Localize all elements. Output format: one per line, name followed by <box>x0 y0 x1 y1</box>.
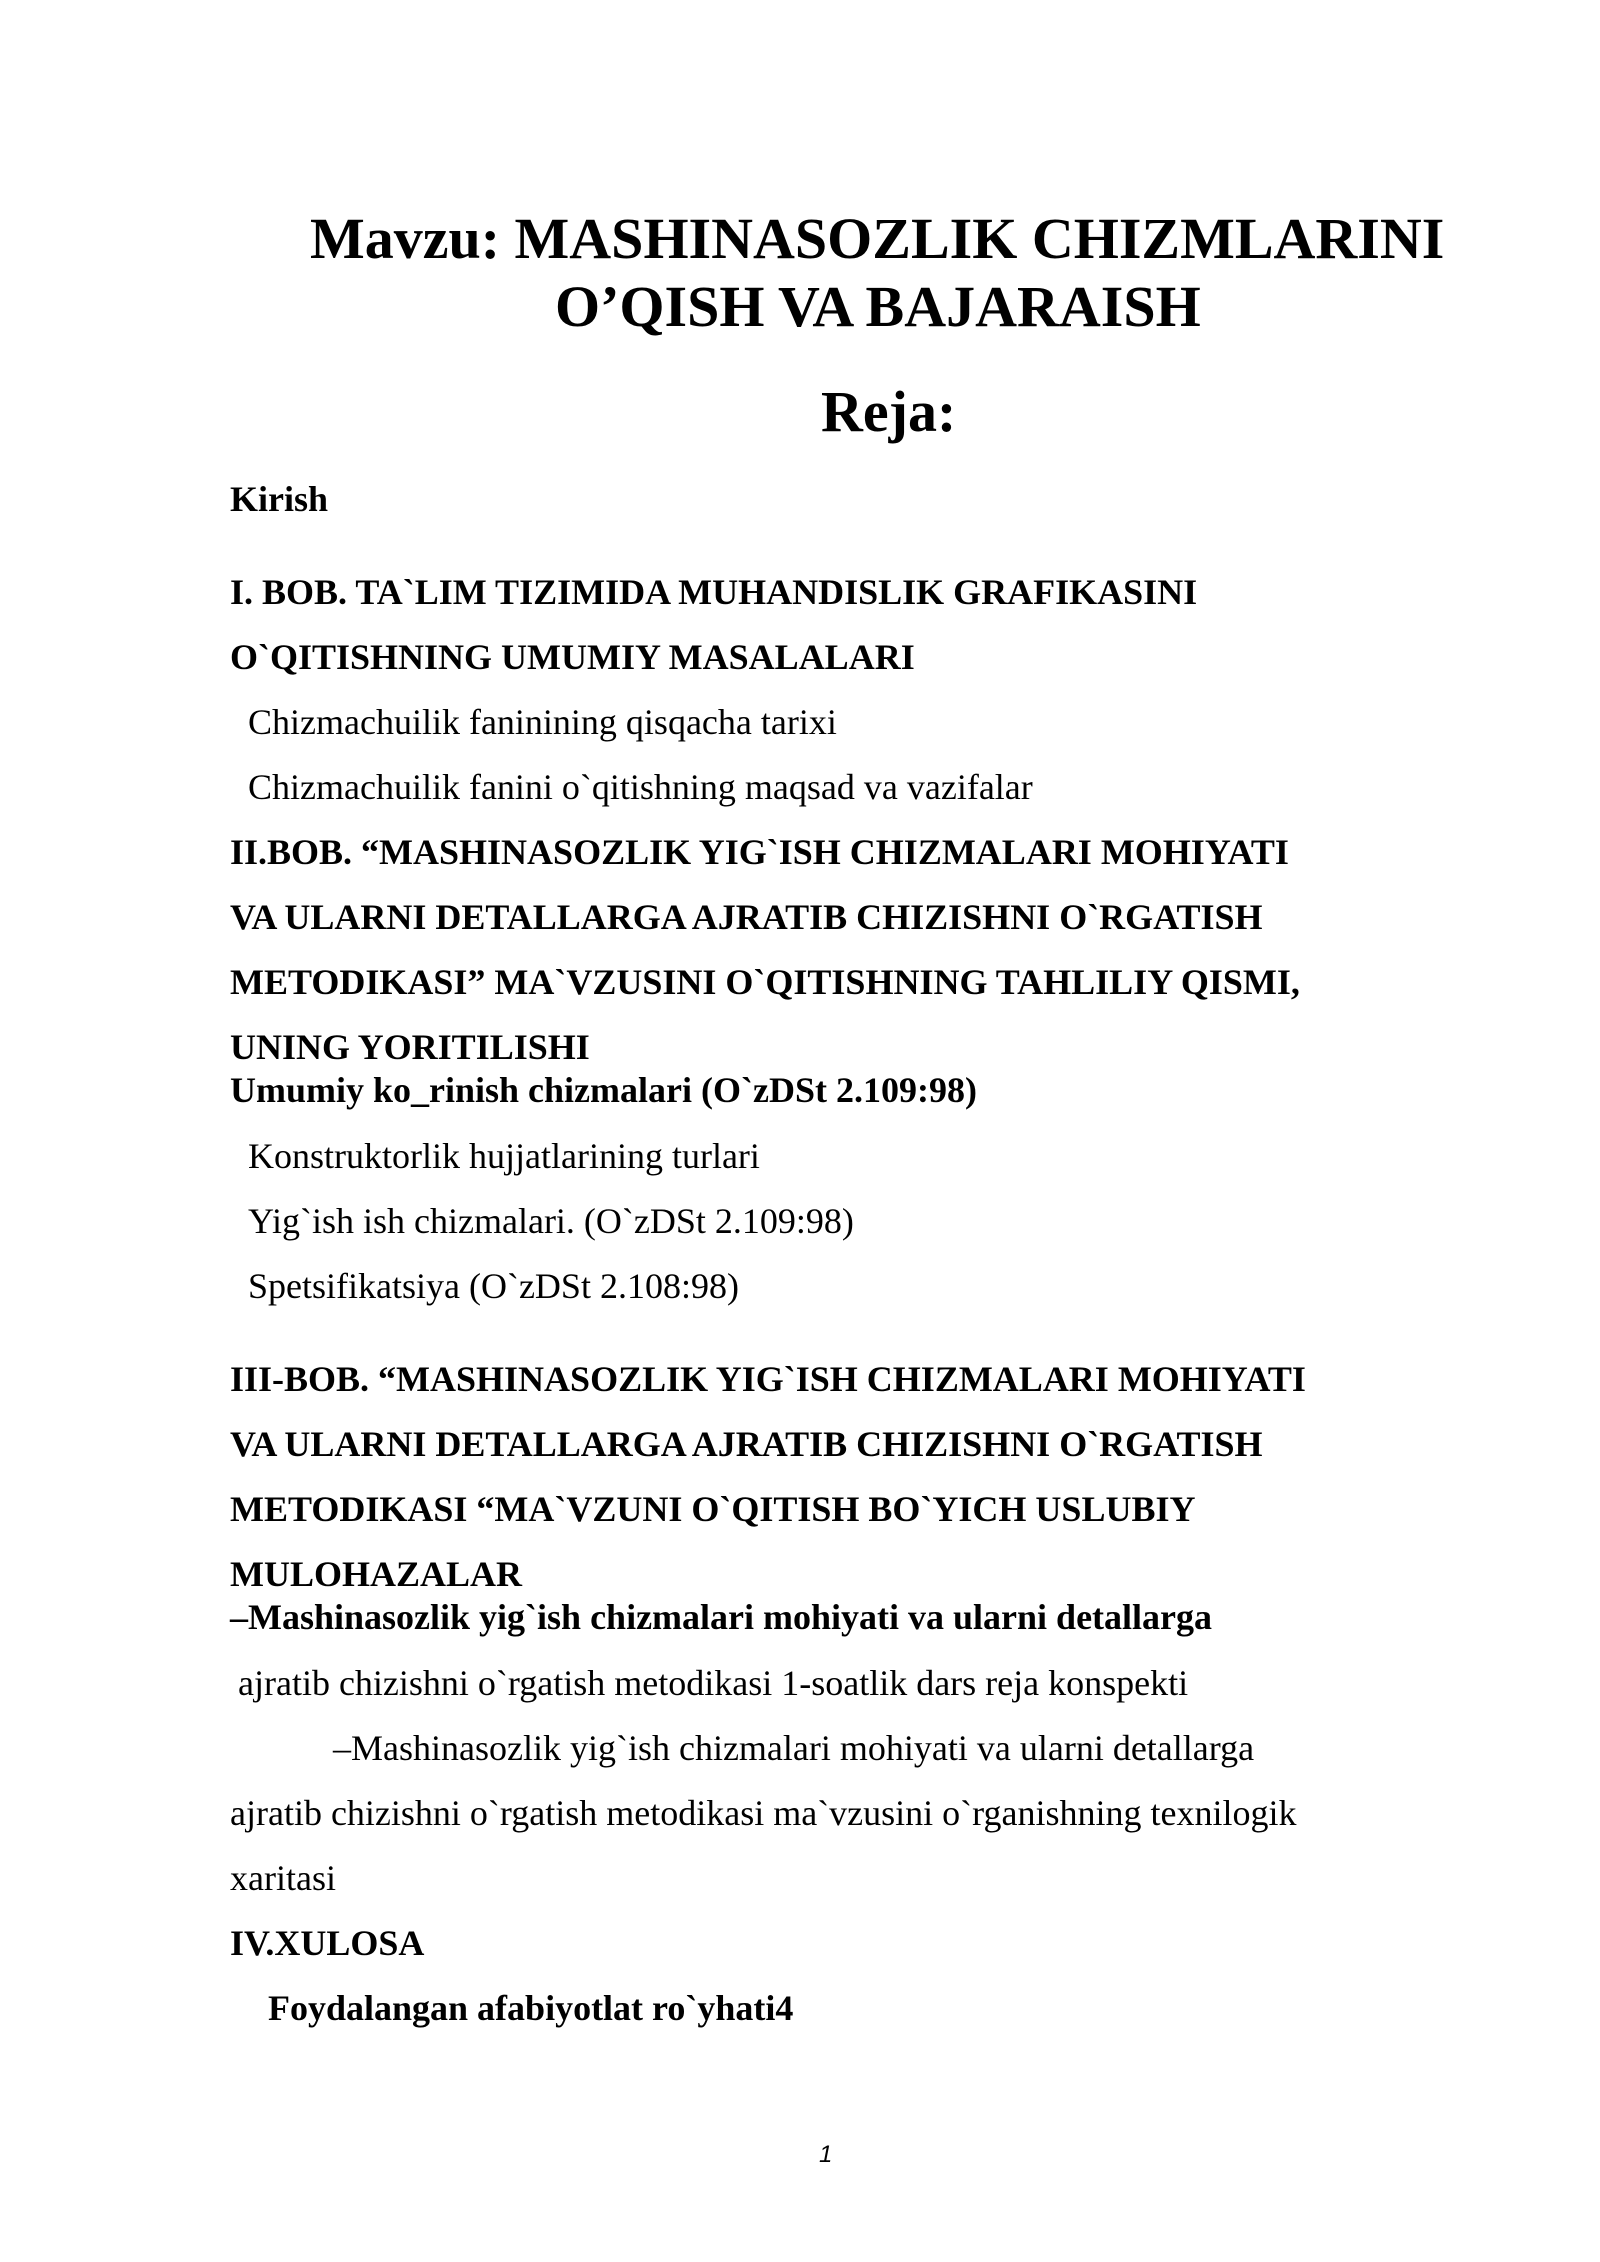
chapter-1-heading-line-2: O`QITISHNING UMUMIY MASALALARI <box>230 637 915 677</box>
chapter-1-item-2: Chizmachuilik fanini o`qitishning maqsad va vazifalar <box>248 767 1033 807</box>
chapter-3-text-line-3: ajratib chizishni o`rgatish metodikasi ma`vzusini o`rganishning texnilogik <box>230 1793 1297 1833</box>
chapter-3-text-line-1: ajratib chizishni o`rgatish metodikasi 1-soatlik dars reja konspekti <box>238 1663 1189 1703</box>
chapter-2-item-1: Konstruktorlik hujjatlarining turlari <box>248 1136 760 1176</box>
chapter-3-subheading: –Mashinasozlik yig`ish chizmalari mohiyati va ularni detallarga <box>230 1597 1213 1637</box>
page-number: 1 <box>819 2141 833 2168</box>
conclusion-heading: IV.XULOSA <box>230 1923 425 1963</box>
chapter-3-heading-line-1: III-BOB. “MASHINASOZLIK YIG`ISH CHIZMALARI MOHIYATI <box>230 1359 1306 1399</box>
outline-intro: Kirish <box>230 479 329 519</box>
chapter-2-item-3: Spetsifikatsiya (O`zDSt 2.108:98) <box>248 1266 739 1306</box>
chapter-2-heading-line-4: UNING YORITILISHI <box>230 1027 590 1067</box>
chapter-3-heading-line-2: VA ULARNI DETALLARGA AJRATIB CHIZISHNI O`RGATISH <box>230 1424 1263 1464</box>
chapter-3-text-line-2: –Mashinasozlik yig`ish chizmalari mohiyati va ularni detallarga <box>333 1728 1255 1768</box>
document-title-line-1: Mavzu: MASHINASOZLIK CHIZMLARINI <box>310 206 1445 271</box>
chapter-1-item-1: Chizmachuilik faninining qisqacha tarixi <box>248 702 837 742</box>
chapter-2-heading-line-1: II.BOB. “MASHINASOZLIK YIG`ISH CHIZMALARI MOHIYATI <box>230 832 1289 872</box>
chapter-3-heading-line-3: METODIKASI “MA`VZUNI O`QITISH BO`YICH USLUBIY <box>230 1489 1196 1529</box>
chapter-2-heading-line-2: VA ULARNI DETALLARGA AJRATIB CHIZISHNI O`RGATISH <box>230 897 1263 937</box>
chapter-1-heading-line-1: I. BOB. TA`LIM TIZIMIDA MUHANDISLIK GRAFIKASINI <box>230 572 1198 612</box>
document-title-line-2: O’QISH VA BAJARAISH <box>555 274 1201 339</box>
chapter-2-item-2: Yig`ish ish chizmalari. (O`zDSt 2.109:98) <box>248 1201 854 1241</box>
chapter-3-heading-line-4: MULOHAZALAR <box>230 1554 523 1594</box>
references-heading: Foydalangan afabiyotlat ro`yhati4 <box>268 1988 794 2028</box>
plan-heading: Reja: <box>821 379 957 444</box>
chapter-2-heading-line-3: METODIKASI” MA`VZUSINI O`QITISHNING TAHLILIY QISMI, <box>230 962 1300 1002</box>
chapter-3-text-line-4: xaritasi <box>230 1858 336 1898</box>
chapter-2-subheading: Umumiy ko_rinish chizmalari (O`zDSt 2.109:98) <box>230 1070 977 1110</box>
